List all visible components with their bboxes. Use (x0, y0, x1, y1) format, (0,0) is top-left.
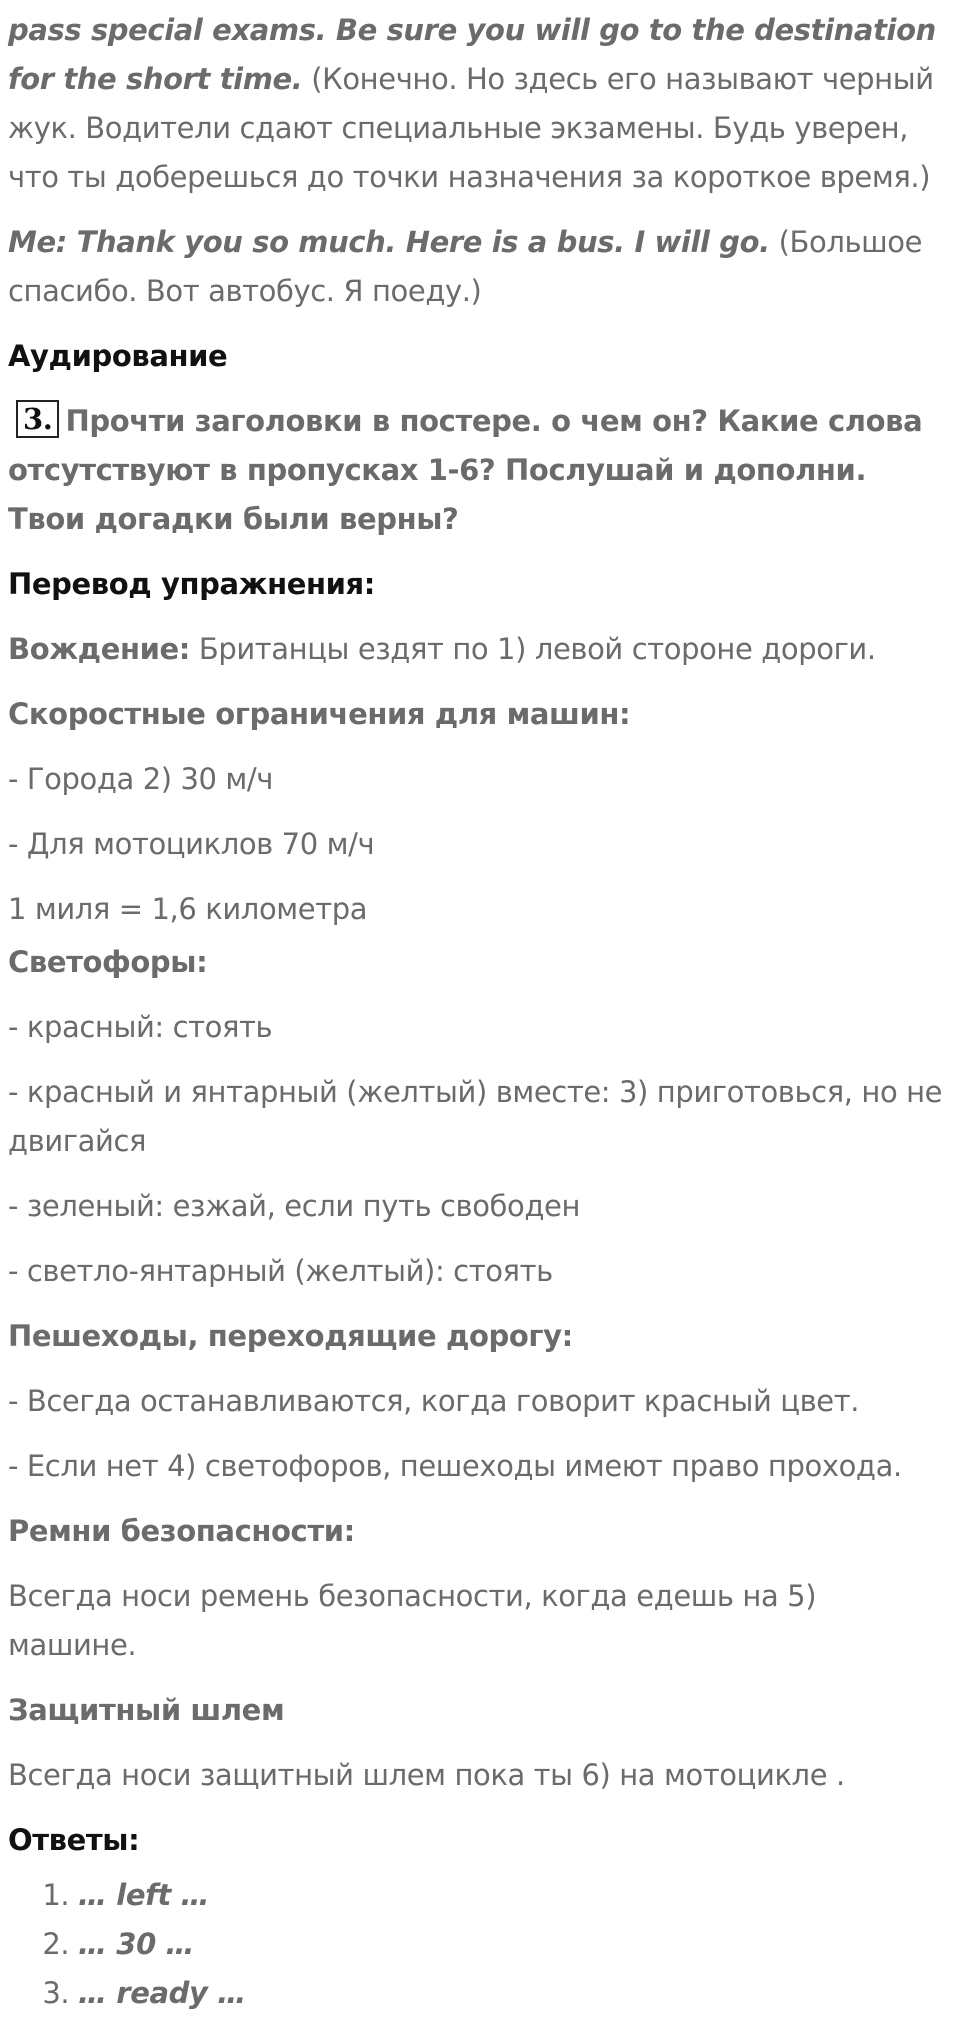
answers-heading: Ответы: (8, 1823, 140, 1857)
lights-heading: Светофоры: (8, 945, 208, 979)
task-text: Прочти заголовки в постере. о чем он? Какие слова отсутствуют в пропусках 1-6? Послушай и дополни. Твои догадки были верны? (8, 404, 923, 536)
translation-heading: Перевод упражнения: (8, 567, 375, 601)
dialogue-paragraph-2 (8, 218, 950, 316)
pedestrians-line-1: - Всегда останавливаются, когда говорит красный цвет. (8, 1384, 860, 1418)
answer-item (78, 1969, 950, 2018)
seatbelts-heading: Ремни безопасности: (8, 1514, 355, 1548)
answer-text: … 30 … (78, 1927, 195, 1961)
listening-heading: Аудирование (8, 339, 228, 373)
answer-text: … ready … (78, 1976, 246, 2010)
dialogue-english-1: pass special exams. Be sure you will go to the destination for the short time. (8, 13, 936, 96)
driving-paragraph (8, 625, 950, 674)
driving-label: Вождение: (8, 632, 190, 666)
dialogue-english-2: Me: Thank you so much. Here is a bus. I will go. (8, 225, 770, 259)
seatbelts-text: Всегда носи ремень безопасности, когда едешь на 5) машине. (8, 1579, 817, 1662)
speed-heading: Скоростные ограничения для машин: (8, 697, 631, 731)
dialogue-russian-1: (Конечно. Но здесь его называют черный жук. Водители сдают специальные экзамены. Будь уверен, что ты доберешься до точки назначения за короткое время.) (8, 62, 934, 194)
driving-text: Британцы ездят по 1) левой стороне дороги. (190, 632, 876, 666)
helmet-text: Всегда носи защитный шлем пока ты 6) на мотоцикле . (8, 1758, 845, 1792)
lights-line-1: - красный: стоять (8, 1010, 273, 1044)
answer-item (78, 1871, 950, 1920)
speed-line-3: 1 миля = 1,6 километра (8, 892, 368, 926)
pedestrians-line-2: - Если нет 4) светофоров, пешеходы имеют право прохода. (8, 1449, 902, 1483)
answers-list (8, 1871, 950, 2018)
helmet-heading: Защитный шлем (8, 1693, 285, 1727)
task-paragraph (8, 397, 950, 544)
lights-line-3: - зеленый: езжай, если путь свободен (8, 1189, 581, 1223)
answer-item (78, 1920, 950, 1969)
dialogue-russian-2: (Большое спасибо. Вот автобус. Я поеду.) (8, 225, 923, 308)
dialogue-paragraph-1 (8, 6, 950, 202)
task-number-badge: 3. (16, 400, 59, 438)
speed-line-1: - Города 2) 30 м/ч (8, 762, 273, 796)
answer-text: … left … (78, 1878, 210, 1912)
lights-line-4: - светло-янтарный (желтый): стоять (8, 1254, 553, 1288)
pedestrians-heading: Пешеходы, переходящие дорогу: (8, 1319, 573, 1353)
speed-line-2: - Для мотоциклов 70 м/ч (8, 827, 375, 861)
lights-line-2: - красный и янтарный (желтый) вместе: 3) приготовься, но не двигайся (8, 1075, 943, 1158)
